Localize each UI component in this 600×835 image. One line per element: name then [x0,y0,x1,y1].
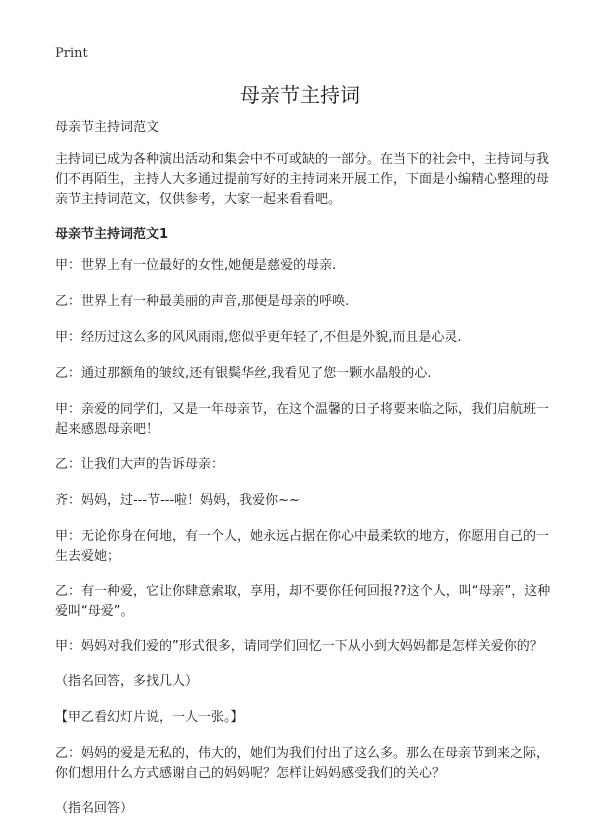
dialogue-line: 甲：亲爱的同学们，又是一年母亲节，在这个温馨的日子将要来临之际，我们启航班一起来感恩母亲吧！ [55,402,550,437]
stage-direction: （指名回答） [55,801,134,816]
page-title: 母亲节主持词 [240,83,360,107]
dialogue-line: 齐：妈妈，过---节---啦！妈妈，我爱你~~ [55,493,300,508]
dialogue-line: 乙：世界上有一种最美丽的声音,那便是母亲的呼唤. [55,294,350,309]
dialogue-line: 乙：通过那额角的皱纹,还有银鬓华丝,我看见了您一颗水晶般的心. [55,366,432,381]
stage-direction: 【甲乙看幻灯片说，一人一张。】 [55,710,244,725]
dialogue-line: 乙：让我们大声的告诉母亲： [55,457,225,472]
dialogue-line: 甲：经历过这么多的风风雨雨,您似乎更年轻了,不但是外貌,而且是心灵. [55,330,462,345]
dialogue-line: 甲：妈妈对我们爱的”形式很多，请同学们回忆一下从小到大妈妈都是怎样关爱你的？ [55,639,543,654]
intro-paragraph: 主持词已成为各种演出活动和集会中不可或缺的一部分。在当下的社会中，主持词与我们不再陌生，主持人大多通过提前写好的主持词来开展工作，下面是小编精心整理的母亲节主持词范文，仅供参考，大家一起来看看吧。 [55,152,550,207]
dialogue-line: 甲：无论你身在何地，有一个人，她永远占据在你心中最柔软的地方，你愿用自己的一生去爱她； [55,529,550,564]
stage-direction: （指名回答，多找几人） [55,674,199,689]
print-link[interactable]: Print [55,46,88,61]
article-subtitle: 母亲节主持词范文 [55,120,160,135]
dialogue-line: 乙：有一种爱，它让你肆意索取，享用，却不要你任何回报??这个人，叫“母亲”，这种爱叫“母爱”。 [55,584,551,619]
dialogue-line: 乙：妈妈的爱是无私的，伟大的，她们为我们付出了这么多。那么在母亲节到来之际，你们想用什么方式感谢自己的妈妈呢？怎样让妈妈感受我们的关心？ [55,746,550,781]
dialogue-line: 甲：世界上有一位最好的女性,她便是慈爱的母亲. [55,258,337,273]
section-heading: 母亲节主持词范文1 [55,227,169,242]
article-body [55,118,555,835]
